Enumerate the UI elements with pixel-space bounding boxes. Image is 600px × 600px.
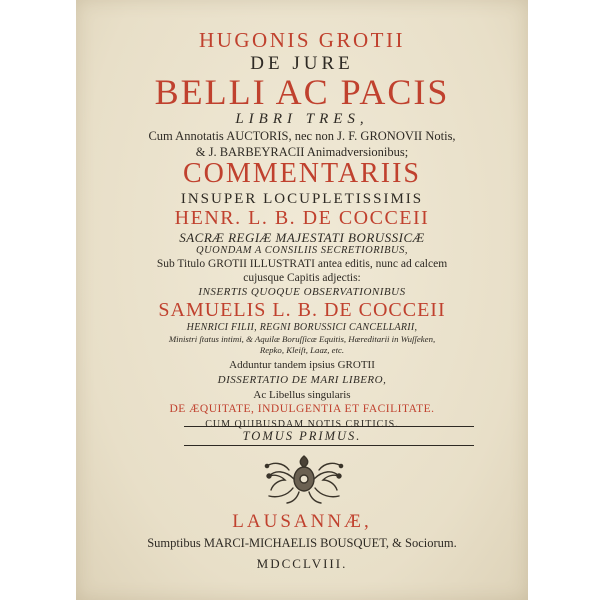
de-jure-line: DE JURE	[250, 53, 354, 74]
annotation-line-2: & J. BARBEYRACII Animadversionibus;	[195, 145, 409, 159]
annotation-line-1: Cum Annotatis AUCTORIS, nec non J. F. GRONOVII Notis,	[148, 129, 456, 143]
sacrae-line: SACRÆ REGIÆ MAJESTATI BORUSSICÆ	[179, 230, 425, 245]
henr-cocceii-line: HENR. L. B. DE COCCEII	[174, 207, 430, 229]
tomus-line: TOMUS PRIMUS.	[242, 429, 362, 443]
rule-top	[184, 426, 474, 427]
title-page	[76, 0, 528, 600]
cujusque-line: cujusque Capitis adjectis:	[243, 272, 361, 284]
sub-titulo-line: Sub Titulo GROTII ILLUSTRATI antea editis, nunc ad calcem	[156, 258, 448, 270]
adduntur-line: Adduntur tandem ipsius GROTII	[229, 359, 375, 371]
insuper-line: INSUPER LOCUPLETISSIMIS	[180, 191, 424, 207]
commentariis-line: COMMENTARIIS	[183, 158, 421, 189]
year-line: MDCCLVIII.	[256, 556, 348, 571]
insertis-line: INSERTIS QUOQUE OBSERVATIONIBUS	[198, 286, 406, 298]
quondam-line: QUONDAM A CONSILIIS SECRETIORIBUS,	[195, 245, 409, 256]
repko-line: Repko, Kleiſt, Laaz, etc.	[259, 345, 345, 355]
cum-quibusdam-line: CUM QUIBUSDAM NOTIS CRITICIS.	[205, 419, 399, 430]
aequitate-line: DE ÆQUITATE, INDULGENTIA ET FACILITATE.	[169, 403, 435, 415]
libellus-line: Ac Libellus singularis	[253, 389, 351, 401]
sumptibus-line: Sumptibus MARCI-MICHAELIS BOUSQUET, & Sociorum.	[147, 536, 457, 550]
author-line: HUGONIS GROTII	[199, 28, 405, 52]
rule-bottom	[184, 445, 474, 446]
samuelis-cocceii-line: SAMUELIS L. B. DE COCCEII	[158, 299, 446, 321]
city-line: LAUSANNÆ,	[232, 511, 372, 532]
dissertatio-line: DISSERTATIO DE MARI LIBERO,	[217, 374, 387, 386]
libri-line: LIBRI TRES,	[235, 111, 369, 127]
main-title: BELLI AC PACIS	[154, 72, 450, 112]
ministri-line: Ministri ſtatus intimi, & Aquilæ Boruſſicæ Equitis, Hæreditarii in Wuſſeken,	[168, 334, 436, 344]
henrici-line: HENRICI FILII, REGNI BORUSSICI CANCELLARII,	[186, 322, 418, 333]
printers-ornament-icon	[259, 450, 349, 506]
